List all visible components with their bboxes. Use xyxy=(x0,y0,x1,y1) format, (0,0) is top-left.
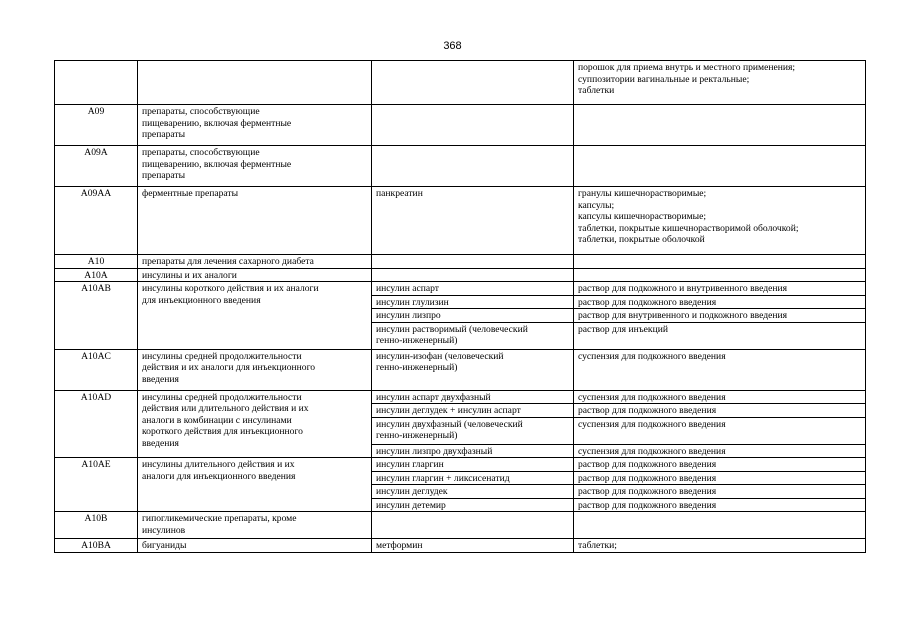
drug-line: инсулин гларгин xyxy=(376,459,444,470)
drug-cell xyxy=(372,255,574,269)
atc-code-cell: A10B xyxy=(55,512,138,539)
dosage-form-line: таблетки xyxy=(578,85,615,96)
dosage-form-line: раствор для внутривенного и подкожного введения xyxy=(578,310,788,321)
group-line: препараты xyxy=(142,129,186,140)
group-line: действия или длительного действия и их xyxy=(142,403,309,414)
drug-line: инсулин деглудек xyxy=(376,486,448,497)
drug-cell xyxy=(372,146,574,187)
atc-code-cell: A10AB xyxy=(55,282,138,350)
drug-cell xyxy=(372,322,574,349)
dosage-form-cell xyxy=(574,444,866,458)
dosage-form-cell xyxy=(574,187,866,255)
group-cell xyxy=(138,282,372,350)
dosage-form-line: суспензия для подкожного введения xyxy=(578,418,726,430)
drug-cell xyxy=(372,539,574,553)
drug-cell xyxy=(372,268,574,282)
group-line: инсулины короткого действия и их аналоги xyxy=(142,283,319,294)
dosage-form-cell xyxy=(574,404,866,418)
table-row xyxy=(55,458,866,472)
atc-code-cell: A10AC xyxy=(55,349,138,390)
atc-code-cell: A09 xyxy=(55,105,138,146)
dosage-form-line: раствор для подкожного введения xyxy=(578,499,717,511)
table-row xyxy=(55,61,866,105)
drug-line: инсулин гларгин + ликсисенатид xyxy=(376,472,510,484)
group-line: пищеварению, включая ферментные xyxy=(142,158,292,170)
page-number: 368 xyxy=(443,40,462,52)
drug-cell xyxy=(372,458,574,472)
group-line: действия и их аналоги для инъекционного xyxy=(142,362,316,373)
drug-line: инсулин-изофан (человеческий xyxy=(376,350,504,362)
group-cell xyxy=(138,512,372,539)
dosage-form-line: суспензия для подкожного введения xyxy=(578,391,726,403)
drug-line: инсулин аспарт xyxy=(376,283,440,294)
group-cell xyxy=(138,61,372,105)
group-line: инсулины средней продолжительности xyxy=(142,391,302,403)
dosage-form-cell xyxy=(574,255,866,269)
group-line: введения xyxy=(142,437,179,449)
dosage-form-line: таблетки; xyxy=(578,540,617,551)
drug-list-table xyxy=(54,60,866,553)
dosage-form-cell xyxy=(574,146,866,187)
table-row xyxy=(55,282,866,296)
dosage-form-cell xyxy=(574,471,866,485)
dosage-form-cell xyxy=(574,309,866,323)
group-cell xyxy=(138,458,372,512)
dosage-form-line: таблетки, покрытые кишечнорастворимой оболочкой; xyxy=(578,222,799,234)
drug-cell xyxy=(372,309,574,323)
atc-code-cell: A10A xyxy=(55,268,138,282)
group-line: аналоги для инъекционного введения xyxy=(142,470,296,482)
group-line: инсулины средней продолжительности xyxy=(142,350,302,362)
group-line: препараты, способствующие xyxy=(142,106,260,117)
group-cell xyxy=(138,539,372,553)
drug-cell xyxy=(372,61,574,105)
drug-cell xyxy=(372,444,574,458)
dosage-form-cell xyxy=(574,498,866,512)
atc-code-cell: A10AE xyxy=(55,458,138,512)
group-cell xyxy=(138,146,372,187)
group-cell xyxy=(138,255,372,269)
dosage-form-line: таблетки, покрытые оболочкой xyxy=(578,234,705,245)
drug-line: генно-инженерный) xyxy=(376,430,458,441)
group-line: короткого действия для инъекционного xyxy=(142,426,303,437)
dosage-form-line: раствор для подкожного введения xyxy=(578,472,717,484)
dosage-form-line: раствор для инъекций xyxy=(578,323,668,335)
dosage-form-cell xyxy=(574,61,866,105)
dosage-form-line: раствор для подкожного введения xyxy=(578,405,717,416)
drug-line: генно-инженерный) xyxy=(376,362,458,373)
table-row xyxy=(55,255,866,269)
drug-line: генно-инженерный) xyxy=(376,335,458,346)
dosage-form-line: раствор для подкожного введения xyxy=(578,296,717,308)
drug-cell xyxy=(372,512,574,539)
drug-cell xyxy=(372,471,574,485)
dosage-form-cell xyxy=(574,390,866,404)
table-row xyxy=(55,268,866,282)
drug-line: панкреатин xyxy=(376,188,423,199)
drug-cell xyxy=(372,105,574,146)
group-line: гипогликемические препараты, кроме xyxy=(142,513,297,524)
group-line: инсулинов xyxy=(142,524,186,536)
drug-line: инсулин глулизин xyxy=(376,296,449,308)
drug-cell xyxy=(372,498,574,512)
dosage-form-line: раствор для подкожного введения xyxy=(578,459,717,470)
drug-line: инсулин лизпро xyxy=(376,310,441,321)
drug-cell xyxy=(372,404,574,418)
drug-cell xyxy=(372,349,574,390)
drug-line: инсулин детемир xyxy=(376,499,446,511)
drug-line: инсулин лизпро двухфазный xyxy=(376,445,493,457)
table-row xyxy=(55,349,866,390)
dosage-form-line: суппозитории вагинальные и ректальные; xyxy=(578,73,750,85)
dosage-form-cell xyxy=(574,485,866,499)
table-row xyxy=(55,512,866,539)
dosage-form-line: гранулы кишечнорастворимые; xyxy=(578,188,707,199)
drug-line: инсулин растворимый (человеческий xyxy=(376,323,528,335)
dosage-form-line: раствор для подкожного введения xyxy=(578,486,717,497)
group-line: препараты, способствующие xyxy=(142,147,260,158)
group-line: аналоги в комбинации с инсулинами xyxy=(142,414,292,426)
drug-cell xyxy=(372,187,574,255)
group-line: инсулины и их аналоги xyxy=(142,269,237,281)
group-cell xyxy=(138,390,372,458)
drug-cell xyxy=(372,485,574,499)
group-cell xyxy=(138,268,372,282)
group-line: бигуаниды xyxy=(142,540,187,551)
dosage-form-cell xyxy=(574,322,866,349)
atc-code-cell: A09A xyxy=(55,146,138,187)
atc-code-cell: A10 xyxy=(55,255,138,269)
group-line: ферментные препараты xyxy=(142,188,239,199)
table-row xyxy=(55,390,866,404)
drug-cell xyxy=(372,390,574,404)
dosage-form-cell xyxy=(574,349,866,390)
atc-code-cell xyxy=(55,61,138,105)
dosage-form-cell xyxy=(574,105,866,146)
drug-line: инсулин аспарт двухфазный xyxy=(376,391,491,403)
drug-line: метформин xyxy=(376,540,423,551)
group-line: препараты xyxy=(142,170,186,181)
drug-line: инсулин двухфазный (человеческий xyxy=(376,418,523,430)
drug-cell xyxy=(372,282,574,296)
group-cell xyxy=(138,105,372,146)
dosage-form-line: суспензия для подкожного введения xyxy=(578,350,726,362)
group-line: инсулины длительного действия и их xyxy=(142,459,295,470)
dosage-form-cell xyxy=(574,458,866,472)
group-line: препараты для лечения сахарного диабета xyxy=(142,256,314,267)
dosage-form-cell xyxy=(574,282,866,296)
atc-code-cell: A10AD xyxy=(55,390,138,458)
group-cell xyxy=(138,187,372,255)
group-line: для инъекционного введения xyxy=(142,294,261,306)
group-line: введения xyxy=(142,373,179,385)
dosage-form-cell xyxy=(574,268,866,282)
table-row xyxy=(55,187,866,255)
atc-code-cell: A10BA xyxy=(55,539,138,553)
table-row xyxy=(55,539,866,553)
dosage-form-line: суспензия для подкожного введения xyxy=(578,445,726,457)
table-row xyxy=(55,105,866,146)
group-line: пищеварению, включая ферментные xyxy=(142,117,292,129)
table-row xyxy=(55,146,866,187)
dosage-form-cell xyxy=(574,539,866,553)
atc-code-cell: A09AA xyxy=(55,187,138,255)
drug-line: инсулин деглудек + инсулин аспарт xyxy=(376,405,521,416)
dosage-form-line: капсулы; xyxy=(578,199,615,211)
drug-cell xyxy=(372,417,574,444)
dosage-form-cell xyxy=(574,417,866,444)
group-cell xyxy=(138,349,372,390)
dosage-form-line: раствор для подкожного и внутривенного введения xyxy=(578,283,788,294)
dosage-form-line: порошок для приема внутрь и местного применения; xyxy=(578,62,796,73)
dosage-form-line: капсулы кишечнорастворимые; xyxy=(578,211,707,222)
dosage-form-cell xyxy=(574,295,866,309)
drug-cell xyxy=(372,295,574,309)
dosage-form-cell xyxy=(574,512,866,539)
